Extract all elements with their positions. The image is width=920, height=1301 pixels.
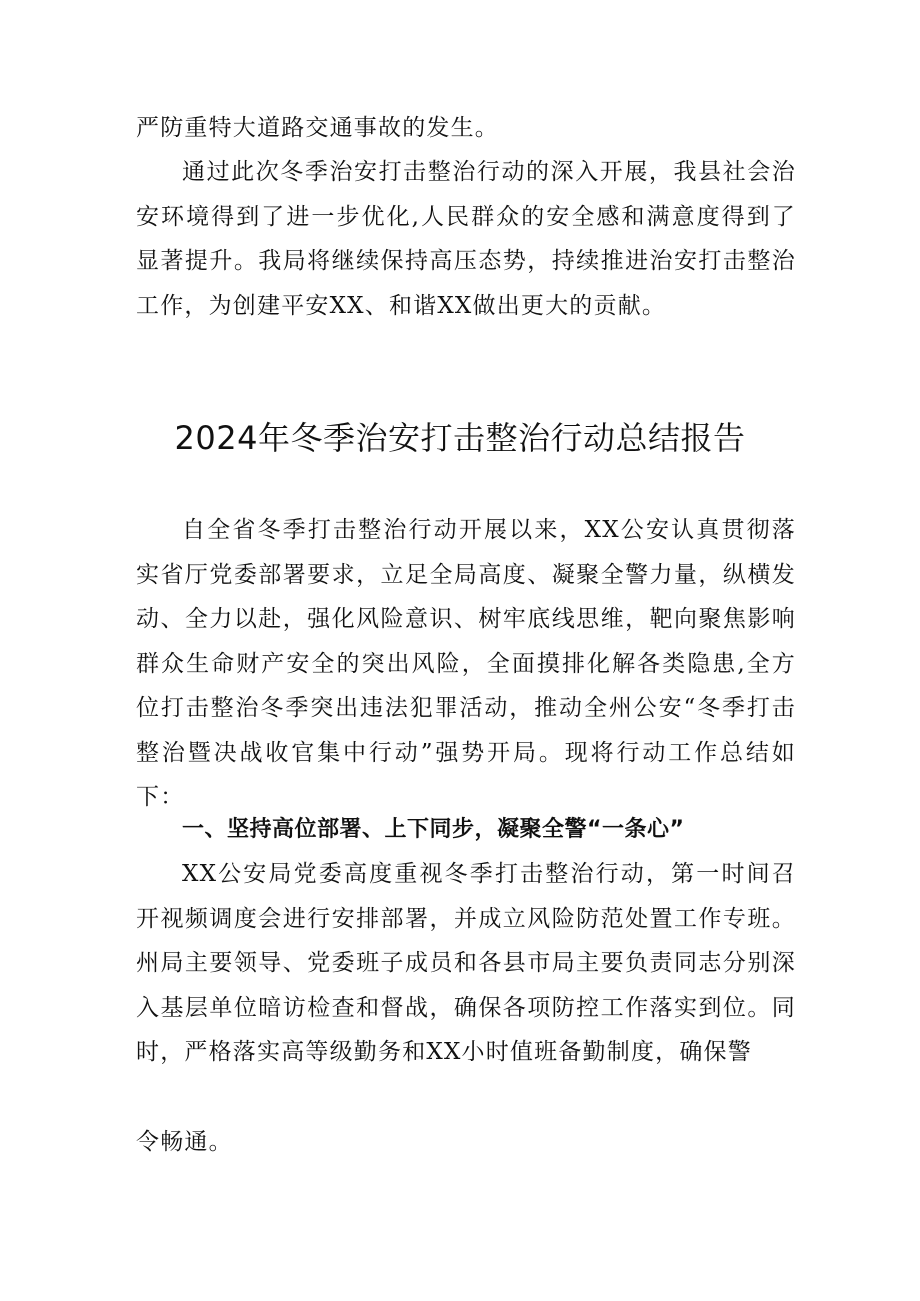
conclusion-paragraph: 通过此次冬季治安打击整治行动的深入开展，我县社会治安环境得到了进一步优化,人民群众的安全感和满意度得到了显著提升。我局将继续保持高压态势，持续推进治安打击整治工作，为创建平安XX、和谐XX做出更大的贡献。	[136, 159, 796, 319]
section-body-paragraph: XX公安局党委高度重视冬季打击整治行动，第一时间召开视频调度会进行安排部署，并成立风险防范处置工作专班。州局主要领导、党委班子成员和各县市局主要负责同志分别深入基层单位暗访检查和督战，确保各项防控工作落实到位。同时，严格落实高等级勤务和XX小时值班备勤制度，确保警	[136, 861, 796, 1065]
intro-paragraph: 自全省冬季打击整治行动开展以来，XX公安认真贯彻落实省厅党委部署要求，立足全局高度、凝聚全警力量，纵横发动、全力以赴，强化风险意识、树牢底线思维，靶向聚焦影响群众生命财产安全的突出风险，全面摸排化解各类隐患,全方位打击整治冬季突出违法犯罪活动，推动全州公安“冬季打击整治暨决战收官集中行动”强势开局。现将行动工作总结如下：	[136, 517, 796, 810]
section-tail-paragraph: 令畅通。	[136, 1129, 233, 1155]
page-title: 2024年冬季治安打击整治行动总结报告	[174, 419, 746, 457]
carryover-paragraph: 严防重特大道路交通事故的发生。	[136, 115, 499, 141]
section-heading: 一、坚持高位部署、上下同步，凝聚全警“一条心”	[182, 817, 685, 842]
